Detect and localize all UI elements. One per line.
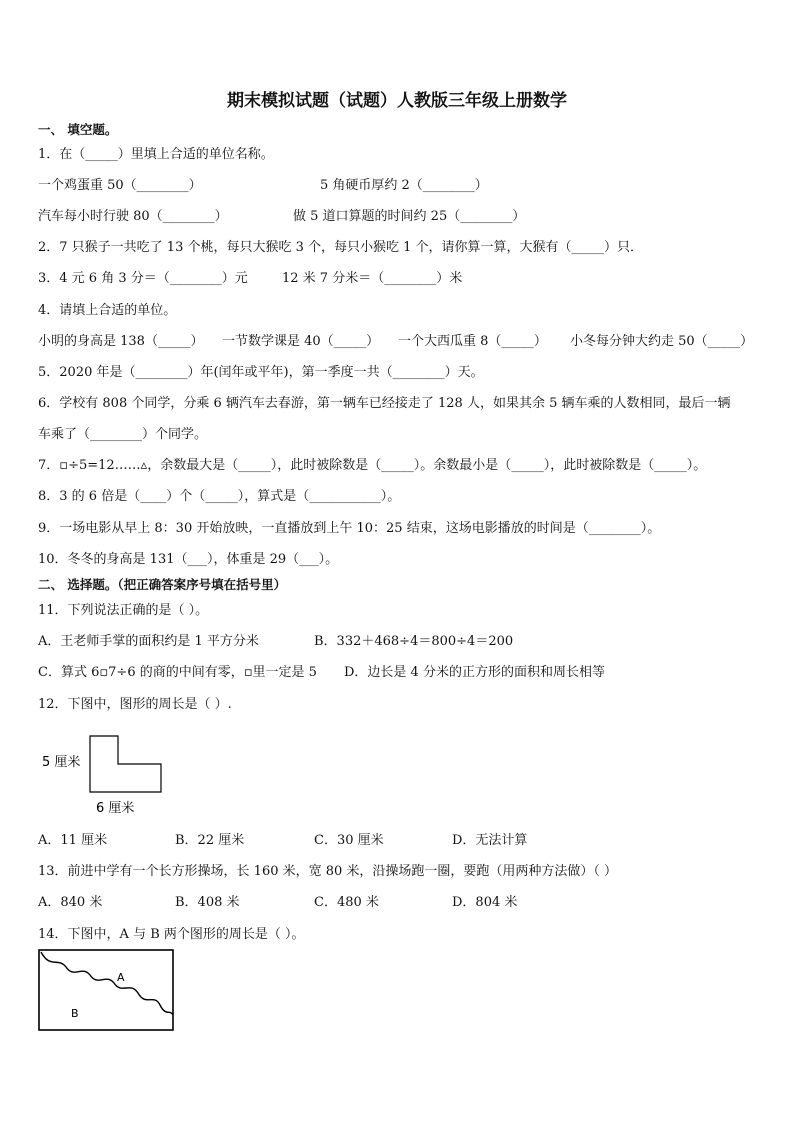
question-11-option-d: D．边长是 4 分米的正方形的面积和周长相等 [344,665,605,680]
question-4-item-a: 小明的身高是 138（_____） [38,334,204,349]
question-13-option-d: D．804 米 [452,895,518,910]
question-4-item-d: 小冬每分钟大约走 50（_____） [570,334,754,349]
question-12: 12．下图中，图形的周长是（ ）. [38,697,232,712]
figure-12-width-label: 6 厘米 [96,801,135,816]
page-title: 期末模拟试题（试题）人教版三年级上册数学 [227,91,567,111]
question-13-option-c: C．480 米 [314,895,379,910]
question-7: 7．▫÷5=12……▵，余数最大是（_____），此时被除数是（_____）。余数最小是（_____），此时被除数是（_____）。 [38,458,707,473]
question-1-item-b: 5 角硬币厚约 2（________） [320,178,488,193]
question-1-item-a: 一个鸡蛋重 50（________） [38,178,202,193]
question-12-option-b: B．22 厘米 [175,833,245,848]
question-13: 13．前进中学有一个长方形操场，长 160 米，宽 80 米，沿操场跑一圈，要跑（用两种方法做）（ ） [38,864,618,879]
figure-14-label-a: A [117,971,125,984]
question-6-line-1: 6．学校有 808 个同学，分乘 6 辆汽车去春游，第一辆车已经接走了 128 人，如果其余 5 辆车乘的人数相同，最后一辆 [38,396,731,411]
question-1: 1．在（_____）里填上合适的单位名称。 [38,147,274,162]
question-5: 5．2020 年是（________）年(闰年或平年)，第一季度一共（________）天。 [38,365,484,380]
question-12-option-a: A．11 厘米 [38,833,108,848]
figure-14-label-b: B [71,1007,79,1020]
question-11-option-b: B．332＋468÷4＝800÷4＝200 [314,634,514,649]
question-3-part-a: 3．4 元 6 角 3 分＝（________）元 [38,271,248,286]
question-9: 9．一场电影从早上 8：30 开始放映，一直播放到上午 10：25 结束，这场电影播放的时间是（________）。 [38,521,661,536]
question-1-item-c: 汽车每小时行驶 80（________） [38,209,228,224]
question-10: 10．冬冬的身高是 131（___），体重是 29（___）。 [38,552,339,567]
question-8: 8．3 的 6 倍是（____）个（_____），算式是（___________）。 [38,489,401,504]
question-13-option-a: A．840 米 [38,895,103,910]
question-4-item-c: 一个大西瓜重 8（_____） [398,334,547,349]
question-6-line-2: 车乘了（________）个同学。 [38,427,208,442]
question-11-option-c: C．算式 6▫7÷6 的商的中间有零，▫里一定是 5 [38,665,317,680]
question-12-option-c: C．30 厘米 [314,833,384,848]
section-choice-heading: 二、 选择题。（把正确答案序号填在括号里） [38,577,287,592]
figure-14-wavy-divider [41,952,173,1015]
question-4: 4．请填上合适的单位。 [38,303,177,318]
question-11: 11．下列说法正确的是（ ）。 [38,603,209,618]
question-4-item-b: 一节数学课是 40（_____） [222,334,380,349]
figure-12-height-label: 5 厘米 [42,755,81,770]
question-3-part-b: 12 米 7 分米＝（________）米 [282,271,463,286]
question-2: 2．7 只猴子一共吃了 13 个桃，每只大猴吃 3 个，每只小猴吃 1 个，请你算一算，大猴有（_____）只． [38,240,644,255]
question-11-option-a: A．王老师手掌的面积约是 1 平方分米 [38,634,259,649]
question-1-item-d: 做 5 道口算题的时间约 25（________） [293,209,526,224]
question-13-option-b: B．408 米 [175,895,240,910]
figure-12-l-shape [36,730,236,830]
question-12-option-d: D．无法计算 [452,833,528,848]
question-14: 14．下图中，A 与 B 两个图形的周长是（ ）。 [38,927,305,942]
section-fill-blank-heading: 一、 填空题。 [38,122,118,137]
figure-14-rectangle-split [38,949,178,1033]
